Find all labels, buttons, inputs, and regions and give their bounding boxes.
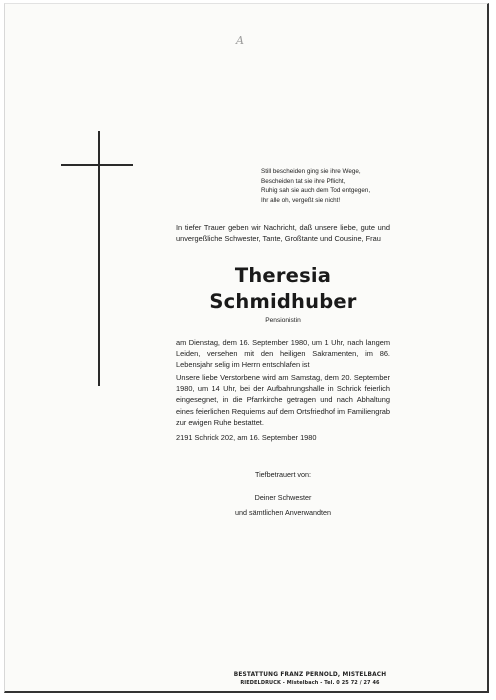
- poem-line: Still bescheiden ging sie ihre Wege,: [261, 168, 361, 175]
- death-notice: am Dienstag, dem 16. September 1980, um 1 Uhr, nach langem Leiden, versehen mit den heiligen Sakramenten, im 86. Lebensjahr selig im Herrn entschlafen ist: [176, 338, 390, 370]
- funeral-notice: Unsere liebe Verstorbene wird am Samstag, dem 20. September 1980, um 14 Uhr, bei der Aufbahrungshalle in Schrick feierlich eingesegnet, in die Pfarrkirche getragen und nach Abhaltung eines feierlichen Requiems auf dem Ortsfriedhof im Familiengrab zur ewigen Ruhe bestattet.: [176, 373, 390, 427]
- poem-line: Ruhig sah sie auch dem Tod entgegen,: [261, 187, 371, 194]
- mourners-line: Deiner Schwester: [254, 493, 312, 502]
- place-date: 2191 Schrick 202, am 16. September 1980: [176, 433, 317, 442]
- poem: [261, 167, 370, 205]
- intro-text: In tiefer Trauer geben wir Nachricht, daß unsere liebe, gute und unvergeßliche Schwester, Tante, Großtante und Cousine, Frau: [176, 223, 390, 244]
- undertaker-address: RIEDELDRUCK - Mistelbach - Tel. 0 25 72 / 27 46: [240, 680, 380, 686]
- cross-horizontal-beam: [61, 164, 133, 166]
- deceased-occupation: Pensionistin: [265, 317, 301, 324]
- deceased-last-name: Schmidhuber: [209, 290, 357, 313]
- poem-line: Bescheiden tat sie ihre Pflicht,: [261, 177, 346, 185]
- mourners-line: und sämtlichen Anverwandten: [235, 508, 331, 517]
- obituary-card: [4, 3, 489, 693]
- mourners-label: Tiefbetrauert von:: [254, 470, 312, 479]
- handwritten-annotation: A: [236, 34, 244, 47]
- poem-line: Ihr alle oh, vergeßt sie nicht!: [261, 196, 341, 204]
- deceased-first-name: Theresia: [234, 264, 332, 287]
- undertaker-name: BESTATTUNG FRANZ PERNOLD, MISTELBACH: [233, 672, 387, 678]
- cross-vertical-beam: [98, 131, 100, 386]
